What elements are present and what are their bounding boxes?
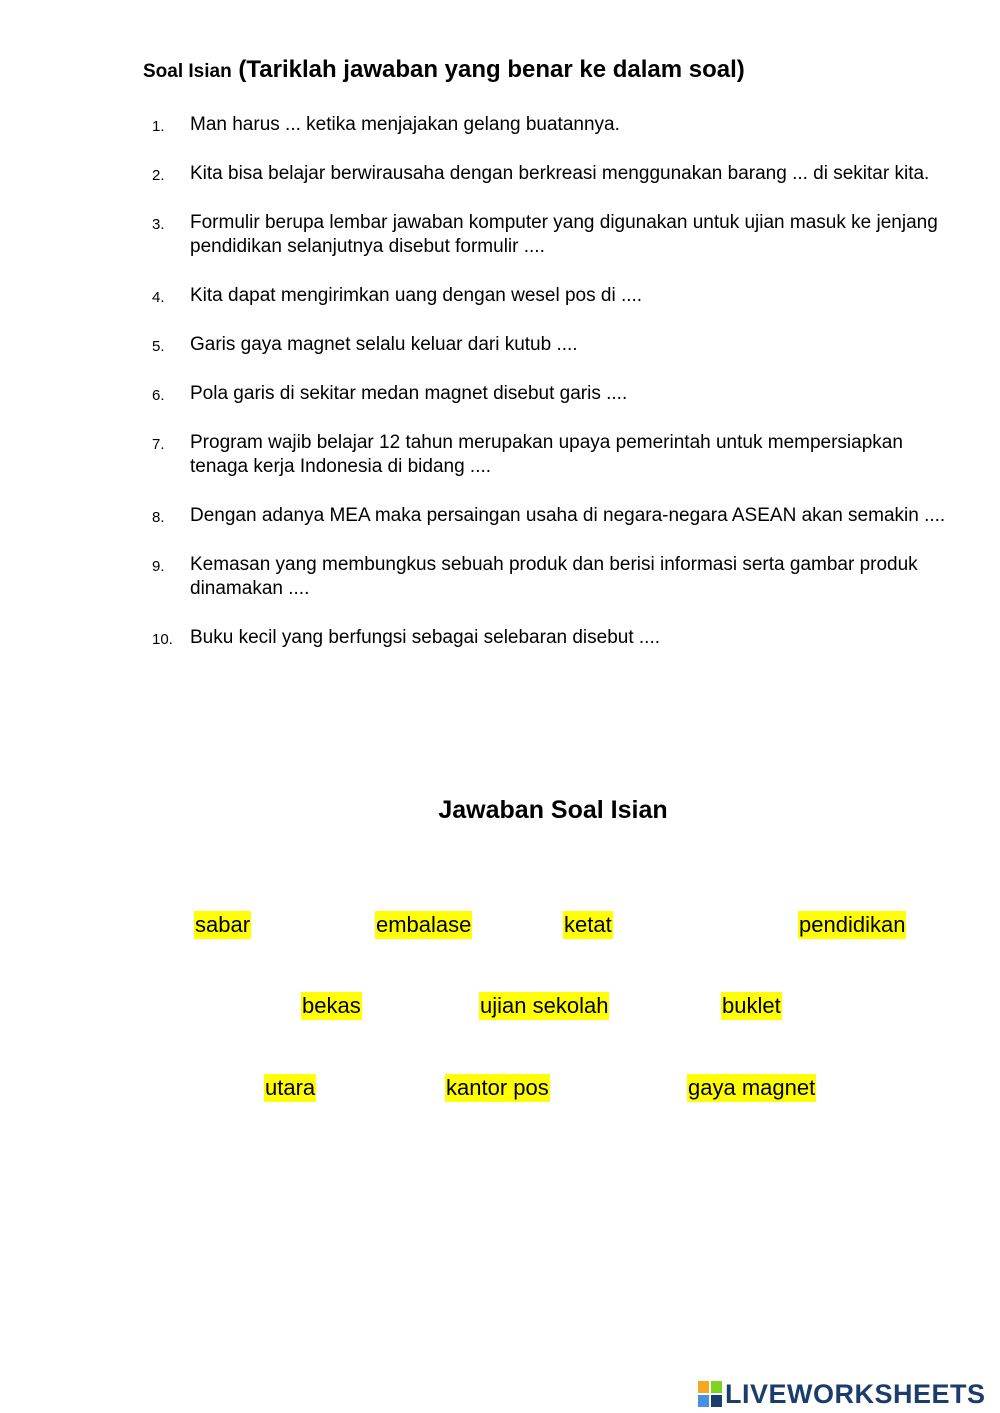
question-item[interactable] xyxy=(152,553,952,601)
worksheet-title xyxy=(143,56,745,84)
question-text: Buku kecil yang berfungsi sebagai selebaran disebut .... xyxy=(190,627,661,648)
question-number: 4. xyxy=(152,289,165,306)
title-label: Soal Isian xyxy=(143,61,232,82)
answer-chip-ujian-sekolah[interactable]: ujian sekolah xyxy=(480,993,609,1018)
answer-chip-bekas[interactable]: bekas xyxy=(302,993,361,1018)
question-text: Formulir berupa lembar jawaban komputer yang digunakan untuk ujian masuk ke jenjang pendidikan selanjutnya disebut formulir .... xyxy=(190,212,938,257)
question-number: 5. xyxy=(152,338,165,355)
question-item[interactable] xyxy=(152,504,952,528)
question-item[interactable] xyxy=(152,113,952,137)
question-text: Pola garis di sekitar medan magnet disebut garis .... xyxy=(190,383,628,404)
question-number: 1. xyxy=(152,118,165,135)
liveworksheets-logo-text: LIVEWORKSHEETS xyxy=(725,1378,986,1409)
question-number: 10. xyxy=(152,631,173,648)
answer-chip-embalase[interactable]: embalase xyxy=(376,912,472,937)
question-item[interactable] xyxy=(152,333,952,357)
answer-chip-sabar[interactable]: sabar xyxy=(195,912,251,937)
question-text: Man harus ... ketika menjajakan gelang buatannya. xyxy=(190,114,620,135)
question-number: 3. xyxy=(152,216,165,233)
question-item[interactable] xyxy=(152,431,952,479)
answer-chip-ketat[interactable]: ketat xyxy=(564,912,612,937)
question-text: Kemasan yang membungkus sebuah produk dan berisi informasi serta gambar produk dinamakan .... xyxy=(190,554,918,599)
question-item[interactable] xyxy=(152,162,952,186)
question-item[interactable] xyxy=(152,211,952,259)
question-text: Dengan adanya MEA maka persaingan usaha di negara-negara ASEAN akan semakin .... xyxy=(190,505,946,526)
answer-chip-buklet[interactable]: buklet xyxy=(722,993,781,1018)
question-text: Garis gaya magnet selalu keluar dari kutub .... xyxy=(190,334,578,355)
question-item[interactable] xyxy=(152,626,952,650)
answers-heading: Jawaban Soal Isian xyxy=(438,796,668,824)
question-text: Kita dapat mengirimkan uang dengan wesel pos di .... xyxy=(190,285,643,306)
question-number: 8. xyxy=(152,509,165,526)
question-item[interactable] xyxy=(152,284,952,308)
question-text: Kita bisa belajar berwirausaha dengan berkreasi menggunakan barang ... di sekitar kita. xyxy=(190,163,930,184)
question-item[interactable] xyxy=(152,382,952,406)
question-number: 7. xyxy=(152,436,165,453)
question-number: 9. xyxy=(152,558,165,575)
liveworksheets-logo-icon xyxy=(698,1381,722,1407)
title-paren: ( xyxy=(231,56,247,83)
answer-chip-utara[interactable]: utara xyxy=(265,1075,316,1100)
question-number: 2. xyxy=(152,167,165,184)
answer-chip-kantor-pos[interactable]: kantor pos xyxy=(446,1075,549,1100)
liveworksheets-logo xyxy=(698,1380,986,1408)
answer-chip-gaya-magnet[interactable]: gaya magnet xyxy=(688,1075,816,1100)
answer-chip-pendidikan[interactable]: pendidikan xyxy=(799,912,906,937)
title-instruction: Tariklah jawaban yang benar ke dalam soal) xyxy=(246,56,745,83)
question-text: Program wajib belajar 12 tahun merupakan upaya pemerintah untuk mempersiapkan tenaga kerja Indonesia di bidang .... xyxy=(190,432,903,477)
question-number: 6. xyxy=(152,387,165,404)
question-list xyxy=(152,113,952,675)
